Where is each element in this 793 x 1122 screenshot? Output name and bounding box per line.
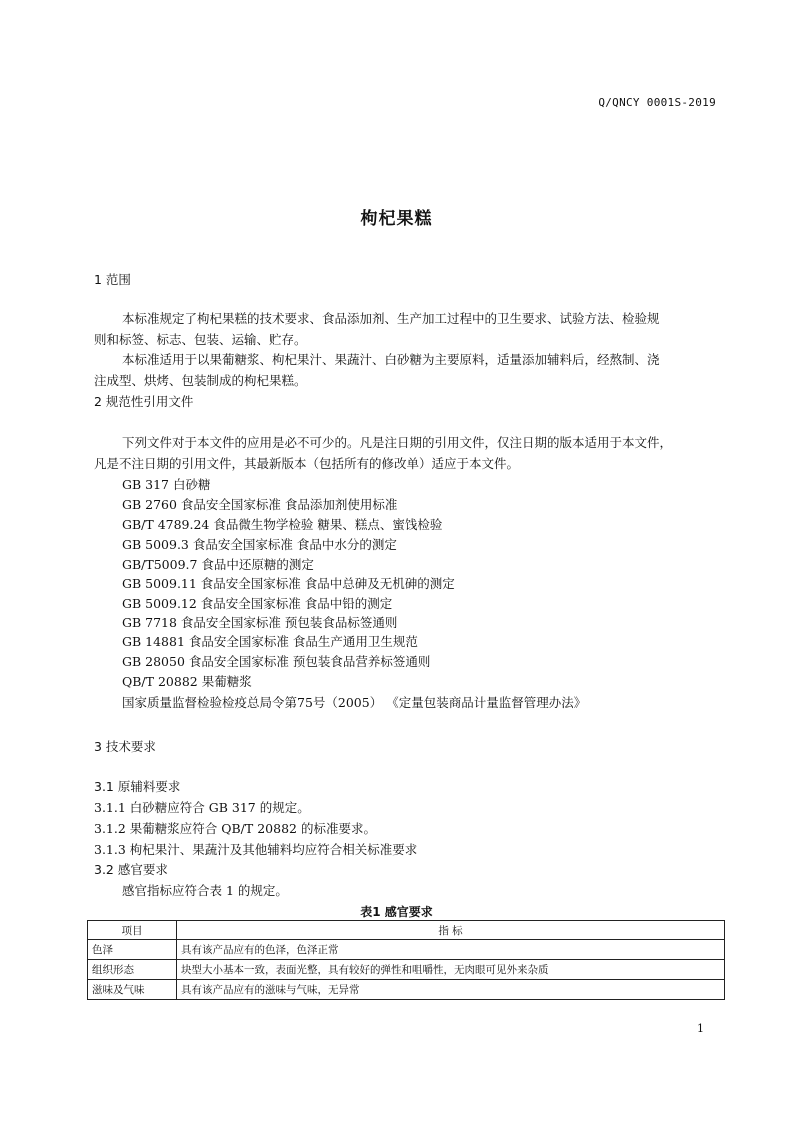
reference-item: 国家质量监督检验检疫总局令第75号（2005） 《定量包装商品计量监督管理办法》 bbox=[122, 695, 587, 710]
table-cell-item: 组织形态 bbox=[88, 960, 177, 980]
section-3-1-heading: 3.1 原辅料要求 bbox=[94, 779, 181, 794]
section-1-paragraph-2-line-1: 本标准适用于以果葡糖浆、枸杞果汁、果蔬汁、白砂糖为主要原料，适量添加辅料后，经熬制、浇 bbox=[122, 352, 660, 367]
table-header-row bbox=[88, 921, 725, 940]
clause-3-1-2: 3.1.2 果葡糖浆应符合 QB/T 20882 的标准要求。 bbox=[94, 821, 376, 836]
section-2-paragraph-line-2: 凡是不注日期的引用文件，其最新版本（包括所有的修改单）适应于本文件。 bbox=[94, 456, 520, 471]
clause-3-1-3: 3.1.3 枸杞果汁、果蔬汁及其他辅料均应符合相关标准要求 bbox=[94, 842, 418, 857]
section-1-heading: 1 范围 bbox=[94, 272, 131, 287]
reference-item: GB/T 4789.24 食品微生物学检验 糖果、糕点、蜜饯检验 bbox=[122, 517, 443, 532]
reference-item: GB 28050 食品安全国家标准 预包装食品营养标签通则 bbox=[122, 654, 431, 669]
document-code: Q/QNCY 0001S-2019 bbox=[598, 96, 716, 109]
section-3-2-heading: 3.2 感官要求 bbox=[94, 862, 168, 877]
section-1-paragraph-1-line-1: 本标准规定了枸杞果糕的技术要求、食品添加剂、生产加工过程中的卫生要求、试验方法、检验规 bbox=[122, 311, 660, 326]
reference-item: GB 5009.3 食品安全国家标准 食品中水分的测定 bbox=[122, 537, 397, 552]
section-2-heading: 2 规范性引用文件 bbox=[94, 394, 194, 409]
table-cell-item: 滋味及气味 bbox=[88, 980, 177, 1000]
table-row bbox=[88, 940, 725, 960]
table-row bbox=[88, 980, 725, 1000]
section-2-paragraph-line-1: 下列文件对于本文件的应用是必不可少的。凡是注日期的引用文件，仅注日期的版本适用于本文件， bbox=[122, 435, 673, 450]
table-row bbox=[88, 960, 725, 980]
reference-item: GB 14881 食品安全国家标准 食品生产通用卫生规范 bbox=[122, 634, 418, 649]
reference-item: GB 5009.12 食品安全国家标准 食品中铅的测定 bbox=[122, 596, 393, 611]
table-header-indicator: 指 标 bbox=[177, 921, 725, 940]
table-header-item: 项目 bbox=[88, 921, 177, 940]
section-3-2-paragraph: 感官指标应符合表 1 的规定。 bbox=[122, 883, 288, 898]
reference-item: GB 7718 食品安全国家标准 预包装食品标签通则 bbox=[122, 615, 398, 630]
table-cell-indicator: 具有该产品应有的滋味与气味，无异常 bbox=[177, 980, 725, 1000]
table-cell-indicator: 具有该产品应有的色泽，色泽正常 bbox=[177, 940, 725, 960]
section-1-paragraph-2-line-2: 注成型、烘烤、包装制成的枸杞果糕。 bbox=[94, 373, 307, 388]
reference-item: GB 2760 食品安全国家标准 食品添加剂使用标准 bbox=[122, 497, 398, 512]
table-caption: 表1 感官要求 bbox=[360, 905, 433, 919]
sensory-requirements-table bbox=[87, 920, 725, 1000]
table-cell-indicator: 块型大小基本一致，表面光整，具有较好的弹性和咀嚼性，无肉眼可见外来杂质 bbox=[177, 960, 725, 980]
reference-item: GB 5009.11 食品安全国家标准 食品中总砷及无机砷的测定 bbox=[122, 576, 455, 591]
page-number: 1 bbox=[697, 1022, 704, 1035]
reference-item: GB 317 白砂糖 bbox=[122, 477, 211, 492]
reference-item: GB/T5009.7 食品中还原糖的测定 bbox=[122, 557, 314, 572]
section-1-paragraph-1-line-2: 则和标签、标志、包装、运输、贮存。 bbox=[94, 332, 307, 347]
clause-3-1-1: 3.1.1 白砂糖应符合 GB 317 的规定。 bbox=[94, 800, 310, 815]
document-title: 枸杞果糕 bbox=[360, 209, 433, 229]
table-cell-item: 色泽 bbox=[88, 940, 177, 960]
section-3-heading: 3 技术要求 bbox=[94, 739, 156, 754]
reference-item: QB/T 20882 果葡糖浆 bbox=[122, 674, 252, 689]
